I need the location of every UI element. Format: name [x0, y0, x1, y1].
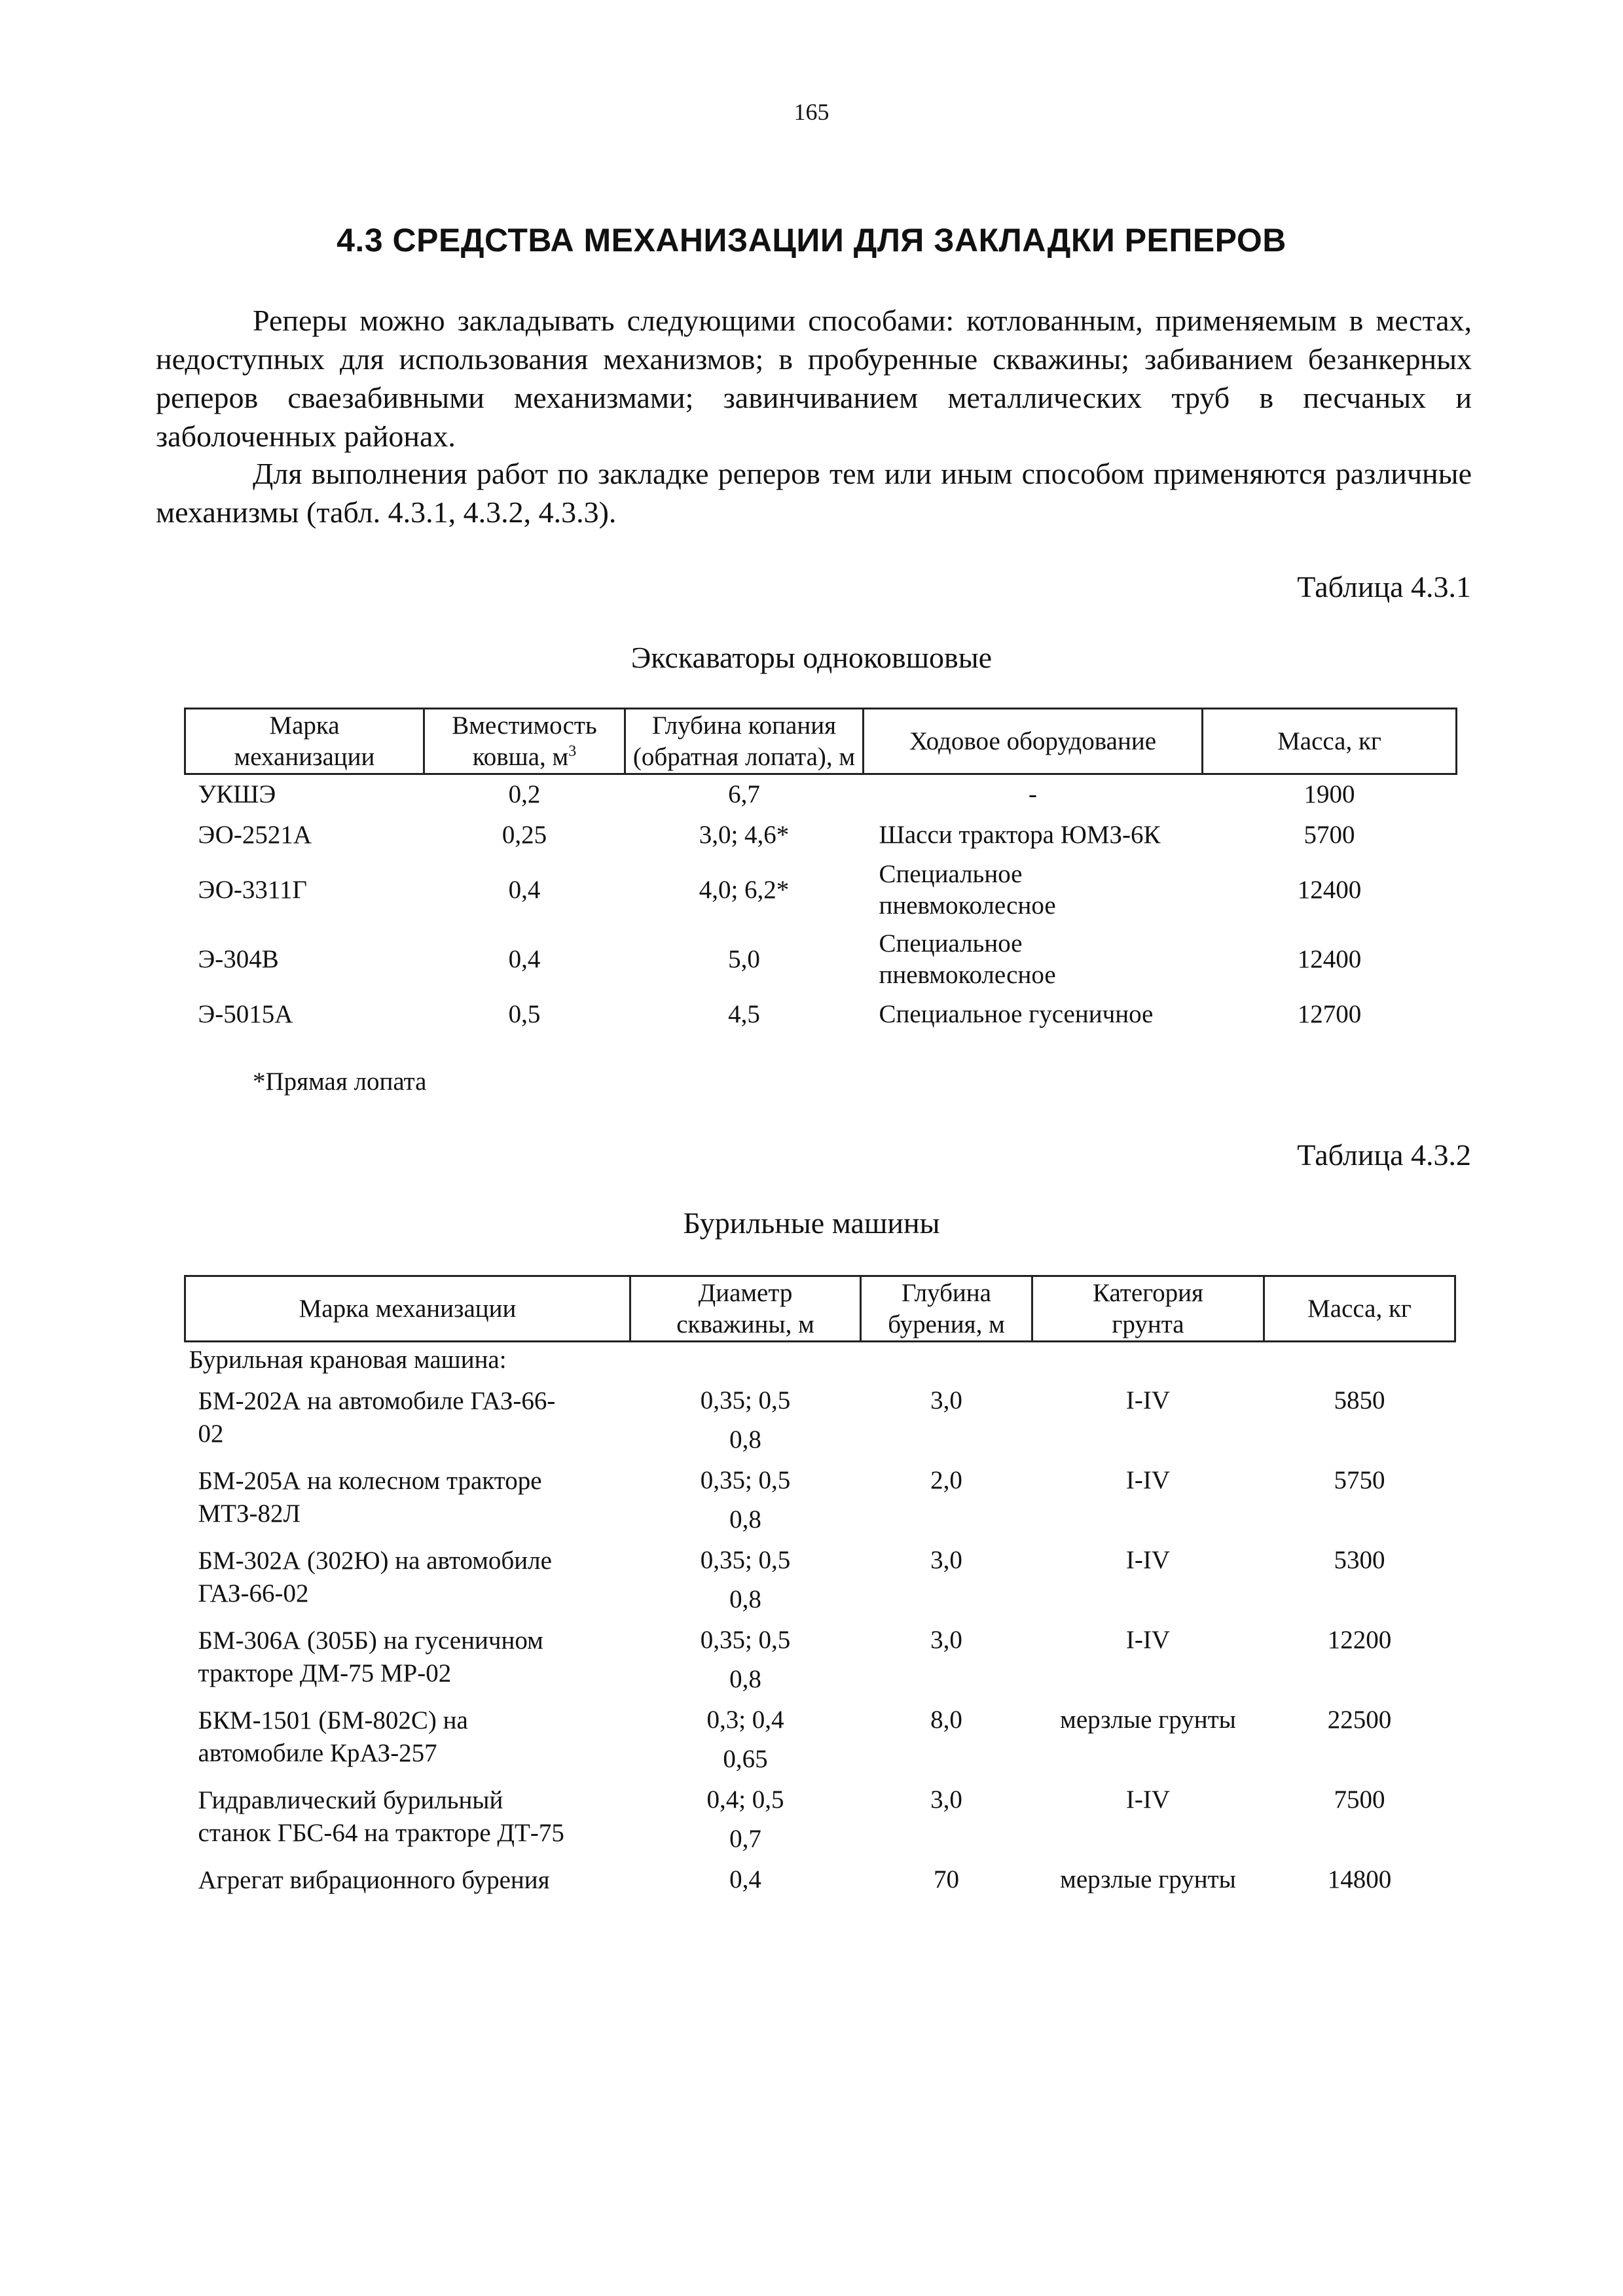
table-row — [185, 1538, 1455, 1618]
cell-soil-category: I-IV — [1125, 1785, 1171, 1814]
cell-depth: 2,0 — [930, 1465, 962, 1494]
cell-diameter: 0,4; 0,5 0,7 — [706, 1785, 784, 1853]
cell-model: УКШЭ — [198, 780, 276, 809]
cell-mass: 5300 — [1334, 1545, 1385, 1574]
cell-mass: 5850 — [1334, 1386, 1385, 1414]
cell-depth: 3,0 — [930, 1785, 962, 1814]
cell-mass: 5750 — [1334, 1465, 1385, 1494]
cell-mass: 12400 — [1297, 944, 1362, 973]
cell-mass: 14800 — [1327, 1865, 1392, 1893]
cell-model: Э-5015А — [198, 999, 293, 1028]
cell-mass: 5700 — [1304, 820, 1355, 849]
cell-equipment: Специальное пневмоколесное — [879, 859, 1056, 920]
cell-mass: 7500 — [1334, 1785, 1385, 1814]
cell-equipment: Специальное гусеничное — [879, 999, 1154, 1028]
cell-model: ЭО-2521А — [198, 820, 312, 849]
cell-mass: 12200 — [1327, 1625, 1392, 1654]
cell-model: БМ-302А (302Ю) на автомобиле ГАЗ-66-02 — [198, 1546, 552, 1607]
cell-mass: 12700 — [1297, 999, 1362, 1028]
table-row — [185, 855, 1457, 925]
table-row — [185, 1778, 1455, 1857]
cell-diameter: 0,35; 0,5 0,8 — [700, 1386, 791, 1454]
cell-depth: 3,0 — [930, 1545, 962, 1574]
cell-model: Э-304В — [198, 944, 279, 973]
table-header-row — [185, 1276, 1455, 1342]
cell-capacity: 0,5 — [508, 999, 541, 1028]
cell-diameter: 0,35; 0,5 0,8 — [700, 1625, 791, 1693]
table-row — [185, 1618, 1455, 1698]
table-row — [185, 1458, 1455, 1538]
table-row — [185, 774, 1457, 815]
cell-depth: 6,7 — [728, 780, 760, 809]
cell-soil-category: I-IV — [1125, 1386, 1171, 1414]
column-header-mass: Масса, кг — [1203, 709, 1457, 774]
cell-model: БКМ-1501 (БМ-802С) на автомобиле КрАЗ-257 — [198, 1706, 468, 1767]
cell-model: БМ-202А на автомобиле ГАЗ-66- 02 — [198, 1386, 556, 1448]
cell-equipment: Специальное пневмоколесное — [879, 929, 1056, 989]
table-row — [185, 994, 1457, 1035]
cell-diameter: 0,4 — [729, 1865, 761, 1893]
cell-depth: 4,5 — [728, 999, 760, 1028]
table-1-title: Экскаваторы одноковшовые — [630, 641, 993, 674]
column-header-model: Марка механизации — [185, 709, 424, 774]
table-header-row — [185, 709, 1457, 774]
column-header-capacity: Вместимость ковша, $м^3$ — [424, 709, 625, 774]
cell-soil-category: I-IV — [1125, 1625, 1171, 1654]
table-2-label: Таблица 4.3.2 — [1297, 1138, 1471, 1172]
cell-capacity: 0,2 — [508, 780, 541, 809]
excavators-table — [184, 708, 1457, 1035]
group-row — [185, 1342, 1455, 1378]
cell-mass: 12400 — [1297, 875, 1362, 904]
cell-depth: 3,0; 4,6* — [699, 820, 790, 849]
table-1-label: Таблица 4.3.1 — [1297, 570, 1471, 603]
cell-depth: 3,0 — [930, 1386, 962, 1414]
cell-depth: 3,0 — [930, 1625, 962, 1654]
cell-model: ЭО-3311Г — [198, 875, 307, 904]
cell-model: Гидравлический бурильный станок ГБС-64 на тракторе ДТ-75 — [198, 1785, 564, 1847]
column-header-depth: Глубина копания (обратная лопата), м — [625, 709, 864, 774]
table-row — [185, 925, 1457, 994]
cell-mass: 22500 — [1327, 1705, 1392, 1734]
drilling-machines-table — [184, 1275, 1456, 1897]
column-header-equipment: Ходовое оборудование — [864, 709, 1203, 774]
column-header-soil-category: Категория грунта — [1032, 1276, 1264, 1342]
group-label: Бурильная крановая машина: — [189, 1346, 507, 1374]
cell-capacity: 0,4 — [508, 944, 541, 973]
cell-equipment: Шасси трактора ЮМЗ-6К — [879, 820, 1161, 849]
column-header-depth: Глубина бурения, м — [861, 1276, 1032, 1342]
table-row — [185, 815, 1457, 855]
cell-diameter: 0,3; 0,4 0,65 — [706, 1705, 784, 1773]
cell-capacity: 0,25 — [501, 820, 547, 849]
cell-capacity: 0,4 — [508, 875, 541, 904]
table-1-footnote: *Прямая лопата — [253, 1067, 427, 1096]
cell-model: БМ-205А на колесном тракторе МТЗ-82Л — [198, 1466, 542, 1528]
page-number: 165 — [793, 99, 830, 125]
column-header-diameter: Диаметр скважины, м — [630, 1276, 861, 1342]
cell-model: Агрегат вибрационного бурения — [198, 1865, 550, 1894]
mechanisms-paragraph: Для выполнения работ по закладке реперов тем или иным способом применяются различные механизмы (табл. 4.3.1, 4.3.2, 4.3.3). — [156, 457, 1472, 529]
table-row — [185, 1378, 1455, 1458]
column-header-mass: Масса, кг — [1264, 1276, 1455, 1342]
intro-paragraph: Реперы можно закладывать следующими способами: котлованным, применяемым в местах, недоступных для использования механизмов; в пробуренные скважины; забиванием безанкерных реперов сваезабивными механизмами; завинчиванием металлических труб в песчаных и заболоченных районах. — [156, 304, 1472, 453]
cell-soil-category: I-IV — [1125, 1545, 1171, 1574]
cell-mass: 1900 — [1304, 780, 1355, 809]
section-heading: 4.3 СРЕДСТВА МЕХАНИЗАЦИИ ДЛЯ ЗАКЛАДКИ РЕПЕРОВ — [337, 222, 1286, 259]
cell-depth: 8,0 — [930, 1705, 962, 1734]
cell-soil-category: мерзлые грунты — [1060, 1865, 1236, 1893]
cell-diameter: 0,35; 0,5 0,8 — [700, 1545, 791, 1613]
table-2-title: Бурильные машины — [683, 1206, 940, 1240]
cell-soil-category: мерзлые грунты — [1060, 1705, 1236, 1734]
table-row — [185, 1698, 1455, 1778]
table-row — [185, 1857, 1455, 1897]
cell-equipment: - — [1029, 780, 1037, 809]
column-header-model: Марка механизации — [185, 1276, 630, 1342]
cell-soil-category: I-IV — [1125, 1465, 1171, 1494]
cell-depth: 4,0; 6,2* — [699, 875, 790, 904]
cell-model: БМ-306А (305Б) на гусеничном тракторе ДМ-75 МР-02 — [198, 1626, 543, 1687]
cell-diameter: 0,35; 0,5 0,8 — [700, 1465, 791, 1534]
cell-depth: 5,0 — [728, 944, 760, 973]
cell-depth: 70 — [934, 1865, 959, 1893]
